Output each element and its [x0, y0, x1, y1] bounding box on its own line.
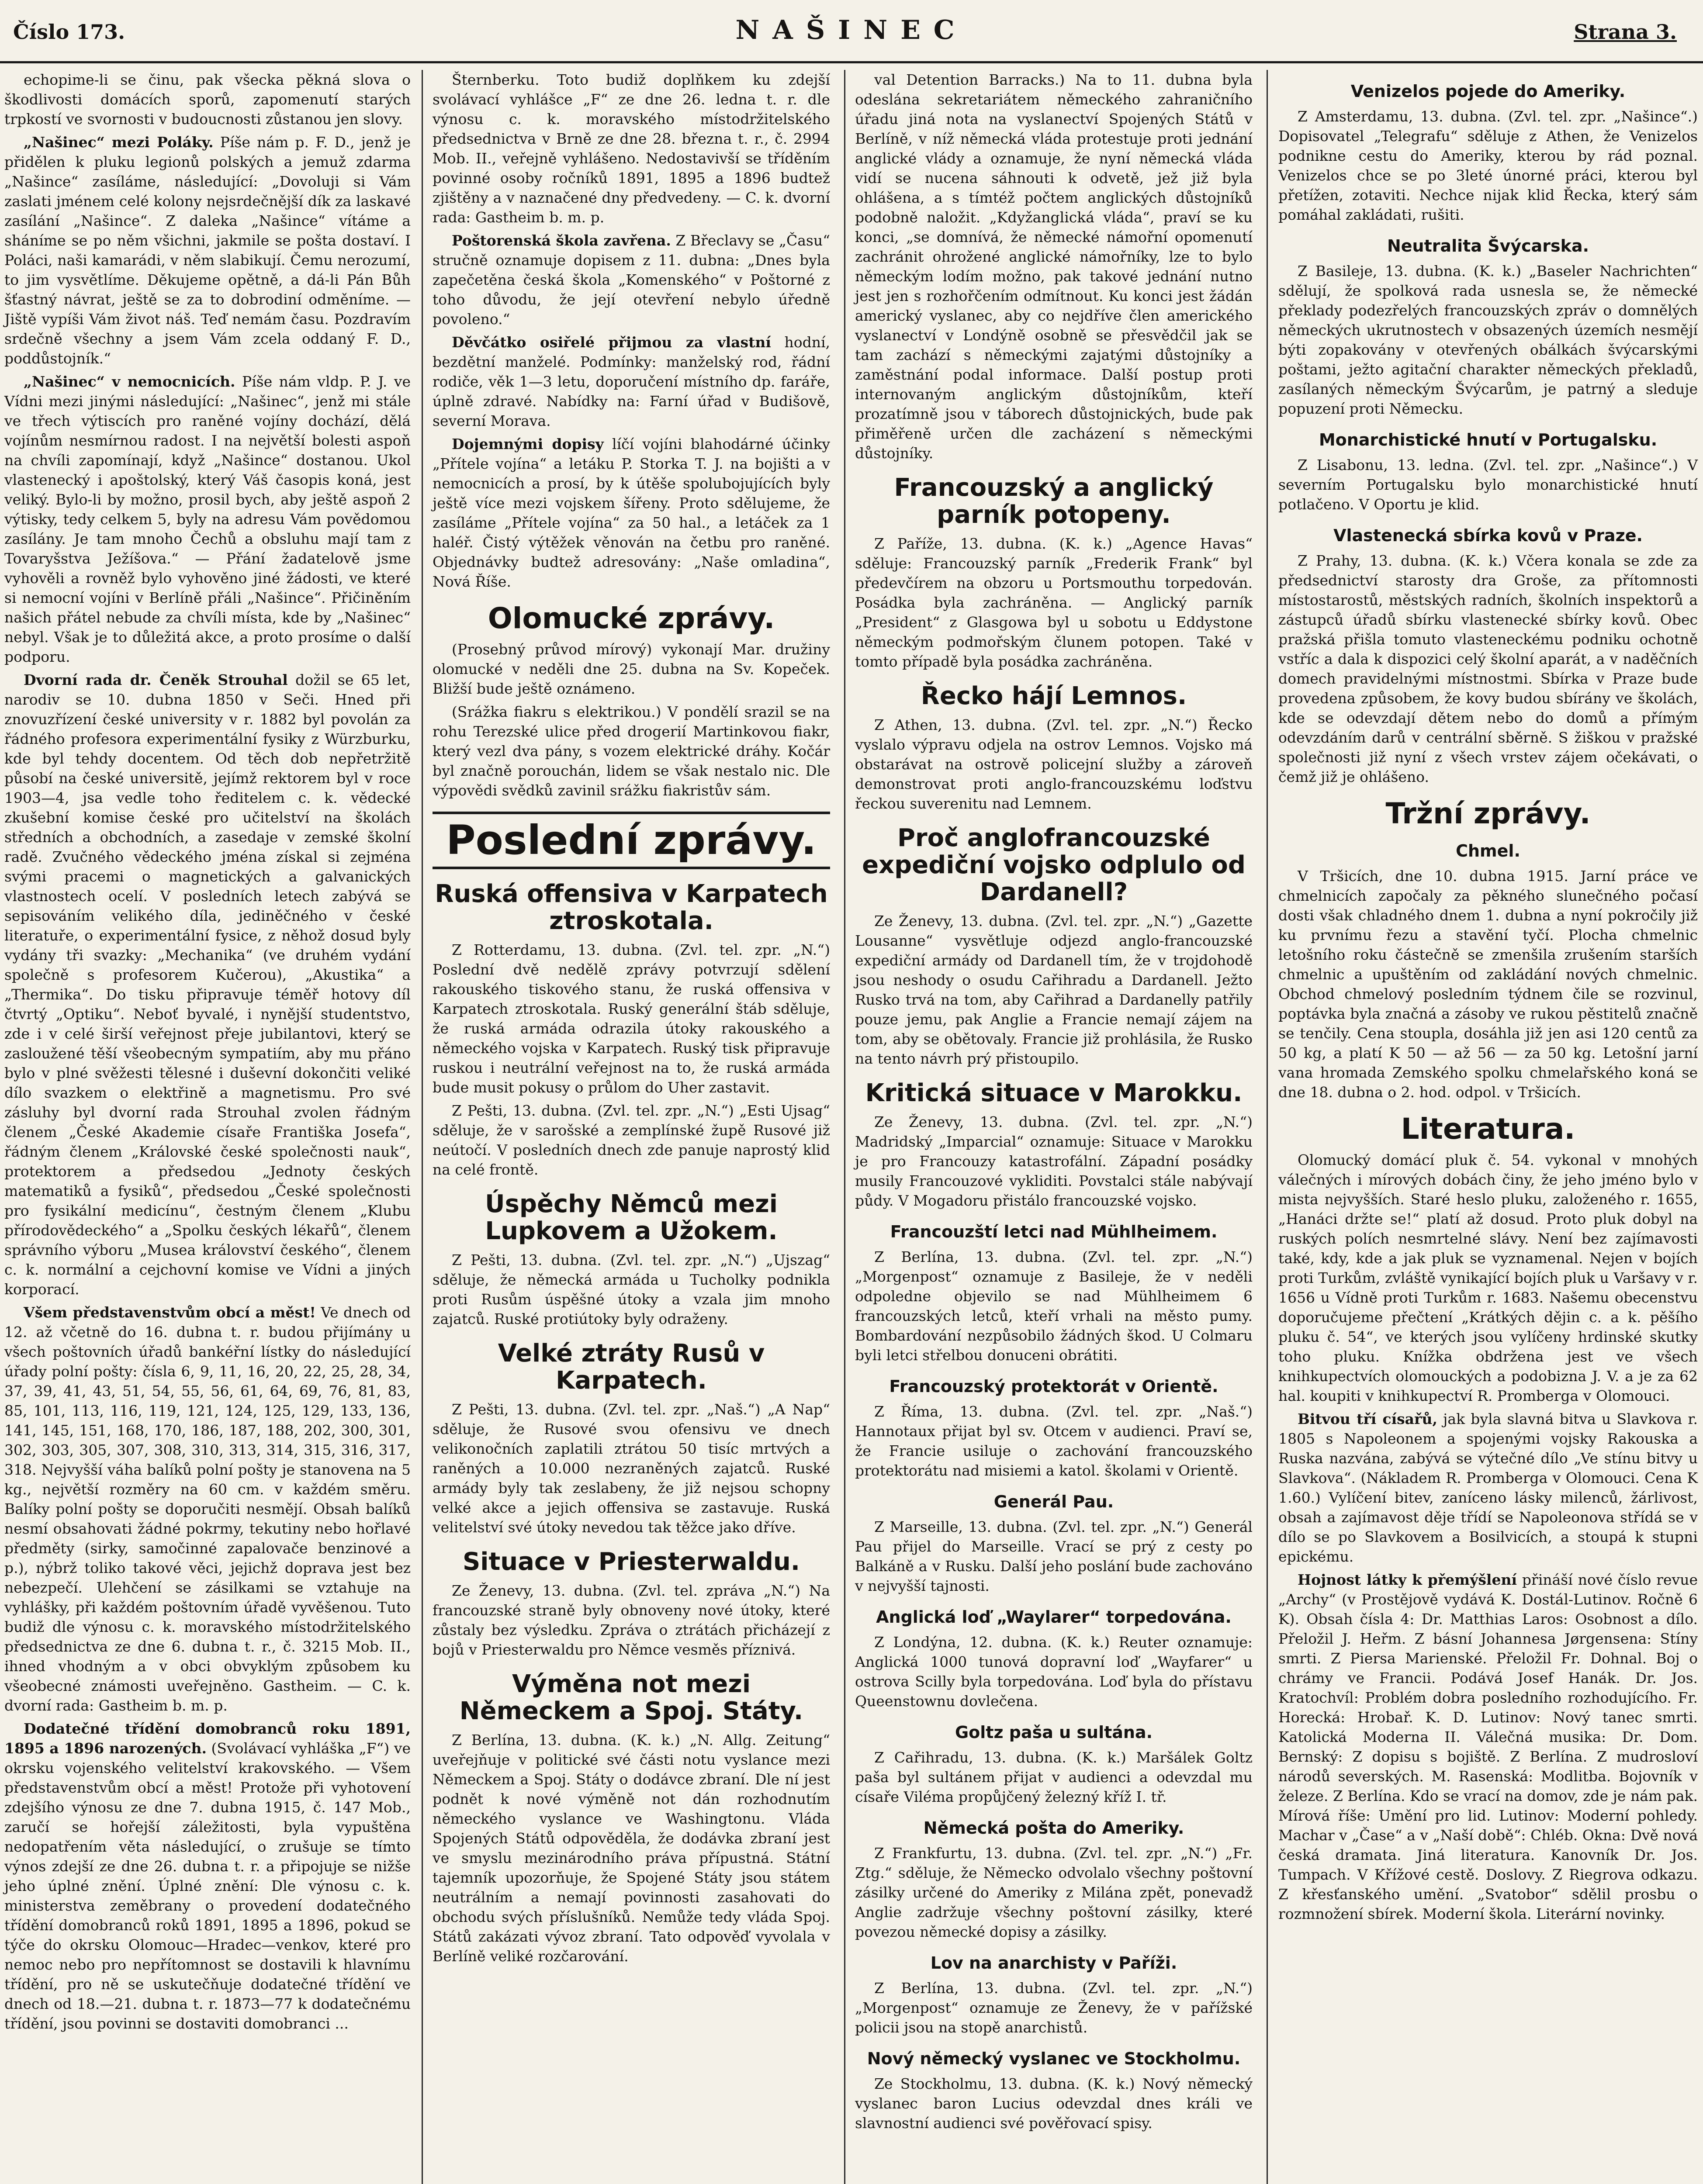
- paragraph-text: Z Cařihradu, 13. dubna. (K. k.) Maršálek Goltz paša byl sultánem přijat v audienci a odevzdal mu císaře Viléma propůjčený železný kříž I. tř.: [855, 1749, 1253, 1805]
- paragraph-text: Ve dnech od 12. až včetně do 16. dubna t. r. budou přijímány u všech poštovních úřadů bankéřní lístky do následující úřady polní pošty: čísla 6, 9, 11, 16, 20, 22, 25, 28, 34, 37, 39, 41, 43, 51, 54, 55, 56, 61, 64, 69, 76, 81, 83, 85, 101, 113, 116, 119, 121, 124, 125, 129, 133, 136, 141, 145, 151, 168, 170, 186, 187, 188, 202, 300, 301, 302, 303, 305, 307, 308, 310, 313, 314, 315, 316, 317, 318. Nejvyšší váha balíků polní pošty je stanovena na 5 kg., největší rozměry na 60 cm. v každém směru. Balíky polní pošty se doporučiti nesmějí. Obsah balíků nesmí obsahovati žádné pokrmy, tekutiny nebo hořlavé předměty (sirky, samočinné zapalovače benzinové a p.), nýbrž toliko takové věci, jejichž doprava jest bez nebezpečí. Ulehčení se zásilkami se vztahuje na vyhlášky, při každém poštovním úřadě vyvěšenou. Tuto budiž dle výnosu c. k. moravského místodržitelského předsednictva ze dne 6. dubna t. r., č. 3215 Mob. II., ihned vhodným a v obci obvyklým způsobem ku všeobecné známosti uveřejněno. Gastheim. — C. k. dvorní rada: Gastheim b. m. p.: [4, 1304, 411, 1714]
- article-paragraph: [855, 534, 1253, 671]
- section-heading: Proč anglofrancouzské expediční vojsko odplulo od Dardanell?: [862, 824, 1246, 906]
- paragraph-text: Z Říma, 13. dubna. (Zvl. tel. zpr. „Naš.“) Hannotaux přijat byl sv. Otcem v audienci. Praví se, že Francie usiluje o zachování francouzského protektorátu nad misiemi a katol. školami v Orientě.: [855, 1403, 1253, 1479]
- article-paragraph: [1278, 261, 1698, 418]
- paragraph-text: Z Pešti, 13. dubna. (Zvl. tel. zpr. „N.“) „Ujszag“ sděluje, že německá armáda u Tucholky podnikla proti Rusům úspěšné útoky a vzala jim mnoho zajatců. Ruské protiútoky byly odraženy.: [433, 1251, 830, 1327]
- paragraph-text: dožil se 65 let, narodiv se 10. dubna 1850 v Seči. Hned při znovuzřízení české university v r. 1882 byl povolán za řádného profesora experimentální fysiky z Würzburku, kde byl tehdy docentem. Od těch dob nepřetržitě působí na české universitě, jejímž rektorem byl v roce 1903—4, jsa vedle toho ředitelem c. k. vědecké zkušební komise české pro učitelství na školách středních a obchodních, a zasedaje v zemské školní radě. Zvučného vědeckého jména získal si zejména svými pracemi o magnetických a galvanických vlastnostech ocelí. V posledních letech zabývá se sepisováním velikého díla, jediněčného v české literatuře, o experimentální fysice, z něhož dosud byly vydány tři svazky: „Mechanika“ (ve druhém vydání společně s profesorem Kučerou), „Akustika“ a „Thermika“. Do tisku připravuje téměř hotovy díl čtvrtý „Optiku“. Neboť byvalé, i nynější studentstvo, zde i v celé širší veřejnost přeje jubilantovi, který se zasloužené těší všeobecným sympatiím, aby mu přáno bylo v plné svěžesti tělesné i duševní dokončiti veliké dílo svazkem o elektřině a magnetismu. Pro své zásluhy byl dvorní rada Strouhal zvolen řádným členem „České Akademie císaře Františka Josefa“, řádným členem „Královské české společnosti nauk“, protektorem a předsedou „Jednoty českých matematiků a fysiků“, předsedou „České společnosti pro fysikální medicínu“, čestným členem „Klubu přírodovědeckého“ a „Spolku českých lékařů“, členem správního výboru „Musea království českého“, členem c. k. normální a cejchovní komise ve Vídni a jiných korporací.: [4, 671, 411, 1298]
- column-1: [0, 70, 419, 2184]
- paragraph-text: Z Břeclavy se „Času“ stručně oznamuje dopisem z 11. dubna: „Dnes byla zapečetěna česká škola „Komenského“ v Poštorné z toho důvodu, že její otevření nebylo úředně povoleno.“: [433, 232, 830, 328]
- paragraph-text: líčí vojíni blahodárné účinky „Přítele vojína“ a letáku P. Storka T. J. na bojišti a v nemocnicích a prosí, by k útěše spolubojujících byly ještě více mezi vojskem šířeny. Proto sdělujeme, že zasíláme „Přítele vojína“ za 50 hal., a letáček za 1 haléř. Čistý výtěžek věnován na četbu pro raněné. Objednávky budtež adresovány: „Naše omladina“, Nová Říše.: [433, 435, 830, 590]
- paragraph-text: Ze Ženevy, 13. dubna. (Zvl. tel. zpr. „N.“) „Gazette Lousanne“ vysvětluje odjezd anglo-francouzské expediční armády od Dardanell tím, že v trojdohodě jsou neshody o osudu Cařihradu a Dardanell. Ježto Rusko trvá na tom, aby Cařihrad a Dardanelly patřily pouze jemu, pak Anglie a Francie nemají zájem na tom, aby se obětovaly. Francie již prohlásila, že Rusko na tento návrh prý přistoupilo.: [855, 912, 1253, 1067]
- article-paragraph: [4, 372, 411, 667]
- section-heading: Monarchistické hnutí v Portugalsku.: [1319, 430, 1658, 449]
- paragraph-text: hodní, bezdětní manželé. Podmínky: manželský rod, řádní rodiče, věk 1—3 letu, doporučení místního dp. faráře, úplně zdravé. Nabídky na: Farní úřad v Budišově, severní Morava.: [433, 334, 830, 429]
- paragraph-text: Z Pešti, 13. dubna. (Zvl. tel. zpr. „N.“) „Esti Ujsag“ sděluje, že v sarošské a zemplínské župě Rusové již neútočí. V posledních dnech zde panuje naprostý klid na celé frontě.: [433, 1102, 830, 1178]
- paragraph-text: Ze Stockholmu, 13. dubna. (K. k.) Nový německý vyslanec baron Lucius odevzdal dnes králi ve slavnostní audienci své pověřovací spisy.: [855, 2075, 1253, 2132]
- article-paragraph: [855, 1112, 1253, 1210]
- paragraph-text: Z Berlína, 13. dubna. (K. k.) „N. Allg. Zeitung“ uveřejňuje v politické své části notu vyslance mezi Německem a Spoj. Státy o dodávce zbraní. Dle ní jest podnět k nové výměně not dán rozhodnutím německého vyslance ve Washingtonu. Vláda Spojených Států odpověděla, že dodávka zbraní jest ve smyslu mezinárodního práva přípustná. Státní tajemník upozorňuje, že Spojené Státy jsou státem neutrálním a nemají povinnosti zasahovati do obchodu svých příslušníků. Nemůže tedy vláda Spoj. Států zakázati vývoz zbraní. Tato odpověď vyvolala v Berlíně veliké rozčarování.: [433, 1731, 830, 1965]
- paragraph-text: Z Berlína, 13. dubna. (Zvl. tel. zpr. „N.“) „Morgenpost“ oznamuje z Basileje, že v neděli odpoledne objevilo se nad Mühlheimem 6 francouzských letců, kteří vrhali na město pumy. Bombardování nezpůsobilo žádných škod. U Colmaru byli letci střelbou donuceni obrátiti.: [855, 1248, 1253, 1364]
- article-paragraph: [855, 1748, 1253, 1807]
- section-heading: Anglická loď „Waylarer“ torpedována.: [876, 1607, 1232, 1627]
- paragraph-lead: Děvčátko osiřelé přijmou za vlastní: [452, 334, 771, 351]
- article-paragraph: [433, 639, 830, 698]
- paragraph-text: Z Pešti, 13. dubna. (Zvl. tel. zpr. „Naš.“) „A Nap“ sděluje, že Rusové svou ofensivu ve dnech velikonočních zaplatili ztrátou 50 tisíc mrtvých a raněných a 10.000 nezraněných zajatců. Ruské armády byly tak zeslabeny, že již nejsou schopny velké akce a jejich offensiva se zastavuje. Ruská velitelství své útoky nevedou tak těžce jako dříve.: [433, 1401, 830, 1536]
- paragraph-lead: Poštorenská škola zavřena.: [452, 232, 671, 249]
- article-paragraph: [433, 1581, 830, 1659]
- issue-number: Číslo 173.: [13, 20, 125, 44]
- page-number: Strana 3.: [1574, 20, 1677, 44]
- section-heading: Literatura.: [1401, 1112, 1575, 1146]
- article-paragraph: [1278, 1570, 1698, 1924]
- section-heading: Lov na anarchisty v Paříži.: [930, 1953, 1177, 1973]
- paragraph-text: přináší nové číslo revue „Archy“ (v Prostějově vydává K. Dostál-Lutinov. Ročně 6 K). Obsah čísla 4: Dr. Matthias Laros: Osobnost a dílo. Přeložil J. Heřm. Z básní Johannesa Jørgensena: Stíny smrti. Z Piersa Marienské. Přeložil Fr. Dohnal. Boj o chrámy ve Francii. Podává Josef Hanák. Dr. Jos. Kratochvíl: Problém dobra posledního rozhodujícího. Fr. Horecká: Hrobař. K. D. Lutinov: Nový tanec smrti. Katolická Moderna II. Válečná musika: Dr. Dom. Bernský: Z dopisu s bojiště. Z Berlína. Z mudrosloví národů severských. M. Rasenská: Modlitba. Bojovník v železe. Z Berlína. Kdo se vrací na domov, zde je nám pak. Mírová říše: Umění pro lid. Lutinov: Moderní pohledy. Machar v „Čase“ a v „Naší době“: Chléb. Okna: Dvě nová česká dramata. Jiná literatura. Kanovník Dr. Jos. Tumpach. V Křížové cestě. Doslovy. Z Riegrova odkazu. Z křesťanského umění. „Svatobor“ sdělil prosbu o rozmnožení sbírek. Moderní škola. Literární novinky.: [1278, 1571, 1698, 1922]
- paragraph-lead: Dojemnými dopisy: [452, 435, 604, 453]
- section-heading: Generál Pau.: [993, 1492, 1114, 1511]
- paragraph-text: Z Berlína, 13. dubna. (Zvl. tel. zpr. „N.“) „Morgenpost“ oznamuje ze Ženevy, že v pařížské policii jsou na stopě anarchistů.: [855, 1980, 1253, 2036]
- article-paragraph: [433, 1101, 830, 1179]
- article-paragraph: [855, 1978, 1253, 2037]
- section-heading: Úspěchy Němců mezi Lupkovem a Užokem.: [485, 1190, 778, 1245]
- article-paragraph: [433, 1250, 830, 1329]
- section-heading: Poslední zprávy.: [433, 812, 830, 869]
- article-paragraph: [4, 132, 411, 368]
- paragraph-text: Ze Ženevy, 13. dubna. (Zvl. tel. zpr. „N.“) Madridský „Imparcial“ oznamuje: Situace v Marokku je pro Francouzy katastrofální. Západní posádky musily Francouzové vykliditi. Povstalci stále nabývají půdy. V Mogadoru přistálo francouzské vojsko.: [855, 1113, 1253, 1209]
- column-2: [422, 70, 840, 2184]
- article-paragraph: [855, 1247, 1253, 1365]
- article-paragraph: [855, 1632, 1253, 1711]
- paragraph-lead: Dvorní rada dr. Čeněk Strouhal: [24, 671, 288, 688]
- paragraph-text: Z Marseille, 13. dubna. (Zvl. tel. zpr. „N.“) Generál Pau přijel do Marseille. Vrací se prý z cesty po Balkáně a v Rusku. Další jeho poslání bude zachováno v nejvyšší tajnosti.: [855, 1518, 1253, 1594]
- article-paragraph: [4, 1719, 411, 2033]
- article-paragraph: [4, 1303, 411, 1715]
- article-paragraph: [1278, 1150, 1698, 1406]
- section-heading: Velké ztráty Rusů v Karpatech.: [498, 1339, 765, 1395]
- paragraph-text: Z Frankfurtu, 13. dubna. (Zvl. tel. zpr. „N.“) „Fr. Ztg.“ sděluje, že Německo odvolalo všechny poštovní zásilky určené do Ameriky z Milána zpět, ponevadž Anglie zadržuje všechny poštovní zásilky, které povezou německé dopisy a zásilky.: [855, 1845, 1253, 1940]
- article-paragraph: [855, 1843, 1253, 1942]
- article-paragraph: [1278, 455, 1698, 514]
- paragraph-text: Šternberku. Toto budiž doplňkem ku zdejší svolávací vyhlášce „F“ ze dne 26. ledna t. r. dle výnosu c. k. moravského místodržitelského předsednictva v Brně ze dne 28. března t. r., č. 2994 Mob. II., veřejně vyhlášeno. Nedostavivší se tříděním povinné osoby ročníků 1891, 1895 a 1896 budtež zjištěny a v naznačené dny předvedeny. — C. k. dvorní rada: Gastheim b. m. p.: [433, 71, 830, 226]
- paragraph-text: Z Rotterdamu, 13. dubna. (Zvl. tel. zpr. „N.“) Poslední dvě nedělě zprávy potvrzují sdělení rakouského tiskového stanu, že ruská offensiva v Karpatech ztroskotala. Ruský generální štáb sděluje, že ruská armáda odrazila útoky rakouského a německého vojska v Karpatech. Ruský tisk připravuje ruskou i neutrální veřejnost na to, že ruská armáda bude musit pokusy o průlom do Uher zastavit.: [433, 941, 830, 1096]
- section-heading: Olomucké zprávy.: [488, 601, 775, 635]
- section-heading: Řecko hájí Lemnos.: [921, 682, 1187, 710]
- section-heading: Neutralita Švýcarska.: [1387, 236, 1589, 256]
- article-paragraph: [433, 940, 830, 1097]
- section-heading: Nový německý vyslanec ve Stockholmu.: [867, 2049, 1241, 2068]
- paragraph-text: Z Lisabonu, 13. ledna. (Zvl. tel. zpr. „Našince“.) V severním Portugalsku bylo monarchistické hnutí potlačeno. V Oportu je klid.: [1278, 456, 1698, 513]
- paragraph-text: Z Athen, 13. dubna. (Zvl. tel. zpr. „N.“) Řecko vyslalo výpravu odjela na ostrov Lemnos. Vojsko má obstarávat na ostrově policejní služby a zároveň demonstrovat proti anglo-francouzskému loďstvu řeckou suverenitu nad Lemnem.: [855, 716, 1253, 812]
- article-paragraph: [855, 1517, 1253, 1596]
- section-heading: Německá pošta do Ameriky.: [923, 1818, 1184, 1838]
- section-heading: Venizelos pojede do Ameriky.: [1350, 82, 1626, 101]
- paragraph-text: (Svolávací vyhláška „F“) ve okrsku vojenského velitelství krakovského. — Všem představenstvům obcí a měst! Protože při vyhotovení zdejšího výnosu ze dne 7. dubna 1915, č. 147 Mob., zaručí se hořejší záležitosti, byla vypuštěna nedopatřením věta následující, o zrušuje se tímto výnos zdejší ze dne 26. dubna t. r. a připojuje se nižše jeho úplné znění. Úplné znění: Dle výnosu c. k. ministerstva zeměbrany o provedení dodatečného třídění domobranců roků 1891, 1895 a 1896, pokud se týče do okrsku Olomouc—Hradec—venkov, které pro nemoc nebo pro nepřítomnost se dostavili k hlavnímu třídění, pro ně se uskutečňuje dodatečné třídění ve dnech od 18.—21. dubna t. r. 1873—77 k dodatečnému třídění, jsou povinni se dostaviti domobranci ...: [4, 1740, 411, 2032]
- paragraph-lead: Všem představenstvům obcí a měst!: [24, 1304, 316, 1321]
- paragraph-lead: Hojnost látky k přemýšlení: [1298, 1571, 1517, 1588]
- article-paragraph: [433, 1730, 830, 1966]
- paragraph-lead: Dodatečné třídění domobranců roku 1891, 1895 a 1896 narozených.: [4, 1720, 411, 1757]
- section-heading: Tržní zprávy.: [1385, 797, 1591, 830]
- paragraph-lead: „Našinec“ mezi Poláky.: [24, 134, 214, 151]
- paragraph-text: Z Basileje, 13. dubna. (K. k.) „Baseler Nachrichten“ sdělují, že spolková rada usnesla se, že německé překlady podezřelých francouzských zpráv o domnělých německých ukrutnostech v obsazených územích nesmějí býti zopakovány v otevřených obálkách švýcarskými poštami, ježto agitační charakter německých překladů, zasílaných německým Švýcarům, je patrný a sleduje popuzení proti Německu.: [1278, 263, 1698, 417]
- paragraph-text: Píše nám p. F. D., jenž je přidělen k pluku legionů polských a jemuž zdarma „Našince“ zasíláme, následující: „Dovoluji si Vám zaslati jménem celé kolony nejsrdečnější dík za laskavé zasílání „Našince“. Z daleka „Našince“ vítáme a sháníme se po něm všichni, jakmile se pošta dostaví. I Poláci, naši kamarádi, v něm slabikují. Čemu nerozumí, to jim vysvětlíme. Děkujeme opětně, a dá-li Pán Bůh šťastný návrat, ještě se za to dobrodiní odměníme. — Jiště vypíši Vám život náš. Teď nemám času. Pozdravím srdečně všechny a jsem Vám zcela oddaný F. D., poddůstojník.“: [4, 134, 411, 367]
- masthead: [0, 0, 1703, 63]
- article-paragraph: [433, 702, 830, 800]
- article-paragraph: [433, 70, 830, 227]
- article-paragraph: [433, 1400, 830, 1537]
- paragraph-lead: Bitvou tří císařů,: [1298, 1410, 1437, 1427]
- article-paragraph: [4, 70, 411, 129]
- section-heading: Francouzský a anglický parník potopeny.: [894, 473, 1214, 529]
- paragraph-text: Z Amsterdamu, 13. dubna. (Zvl. tel. zpr. „Našince“.) Dopisovatel „Telegrafu“ sděluje z Athen, že Venizelos podnikne cestu do Ameriky, kterou by rád poznal. Venizelos chce se po 3leté únorné práci, kterou byl přetížen, zotaviti. Nechce nijak klid Řecka, který sám pomáhal zakládati, rušiti.: [1278, 108, 1698, 223]
- paragraph-text: Olomucký domácí pluk č. 54. vykonal v mnohých válečných i mírových dobách činy, že jeho jméno bylo v mista nejvyšších. Staré heslo pluku, založeného r. 1655, „Hanáci držte se!“ platí až dosud. Proto pluk dobyl na ruských polích nesmrtelné slávy. Není bez zajímavosti také, kdy, kde a jak pluk se vyznamenal. Nejen v bojích proti Turkům, zvláště vynikající bojích pluk u Varšavy v r. 1656 u Vídně proti Turkům r. 1683. Našemu obecenstvu doporučujeme přečtení „Krátkých dějin c. a k. pěšího pluku č. 54“, ve kterých jsou vylíčeny hrdinské skutky toho pluku. Knížka obdržena jest ve všech knihkupectvích olomouckých a podobizna J. V. a je za 62 hal. koupiti v knihkupectví R. Promberga v Olomouci.: [1278, 1151, 1698, 1404]
- paragraph-text: Z Londýna, 12. dubna. (K. k.) Reuter oznamuje: Anglická 1000 tunová dopravní loď „Wayfarer“ u ostrova Scilly byla torpedována. Loď byla do přístavu Queenstownu dovlečena.: [855, 1634, 1253, 1710]
- section-heading: Chmel.: [1456, 841, 1520, 860]
- section-heading: Vlastenecká sbírka kovů v Praze.: [1333, 526, 1643, 545]
- article-paragraph: [855, 911, 1253, 1068]
- article-paragraph: [4, 670, 411, 1299]
- article-paragraph: [855, 1402, 1253, 1480]
- article-paragraph: [1278, 551, 1698, 787]
- section-heading: Situace v Priesterwaldu.: [462, 1548, 800, 1576]
- article-paragraph: [433, 332, 830, 431]
- paragraph-text: V Tršicích, dne 10. dubna 1915. Jarní práce ve chmelnicích započaly za pěkného slunečného počasí dosti však chladného dnem 1. dubna a nyní pokročily již ku prvnímu řezu a stavění tyčí. Plocha chmelnic letošního roku částečně se zmenšila zrušením starších chmelnic a upuštěním od zakládání nových chmelnic. Obchod chmelový posledním týdnem čile se rozvinul, poptávka byla značná a zásoby ve rukou pěstitelů značně se tenčily. Cena stoupla, dosáhla již jen asi 120 centů za 50 kg, a platí K 50 — až 56 — za 50 kg. Letošní jarní vana hromada Zemského spolku chmelařského koná se dne 18. dubna o 2. hod. odpol. v Tršicích.: [1278, 867, 1698, 1101]
- paragraph-text: (Srážka fiakru s elektrikou.) V pondělí srazil se na rohu Terezské ulice před drogerií Martinkovou fiakr, který vezl dva pány, s vozem elektrické dráhy. Kočár byl značně porouchán, lidem se však nestalo nic. Dle výpovědi svědků zavinil srážku fiakristův sám.: [433, 703, 830, 799]
- paragraph-text: Ze Ženevy, 13. dubna. (Zvl. tel. zpráva „N.“) Na francouzské straně byly obnoveny nové útoky, které zůstaly bez výsledku. Zpráva o ztrátách přicházejí z bojů v Priesterwaldu pro Němce vesměs příznivá.: [433, 1582, 830, 1658]
- section-heading: Ruská offensiva v Karpatech ztroskotala.: [435, 880, 828, 935]
- paragraph-text: Píše nám vldp. P. J. ve Vídni mezi jinými následující: „Našinec“, jenž mi stále ve třech výtiscích pro raněné vojíny dochází, dělá vojínům nesmírnou radost. I na největší bolesti aspoň na chvíli zapomínají, když „Našince“ dostanou. Ukol vlastenecký i apoštolský, který Váš časopis koná, jest veliký. Bylo-li by možno, prosil bych, aby ještě aspoň 2 výtisky, tedy celkem 5, byly na adresu Vám povědomou zasílány. Je tam mnoho Čechů a obsluhu mají tam z Tovaryšstva Ježíšova.“ — Přání žadatelově jsme vyhověli a rovněž bylo vyhověno jiné žádosti, ve které si nemocní vojíni v Berlíně přáli „Našince“. Přičiněním našich přátel nebude za chvíli místa, kde by „Našinec“ nebyl. Však je to důležitá akce, a proto prosíme o další podporu.: [4, 373, 411, 665]
- article-paragraph: [855, 2074, 1253, 2133]
- paragraph-text: (Prosebný průvod mírový) vykonají Mar. družiny olomucké v neděli dne 25. dubna na Sv. Kopeček. Bližší bude ještě oznámeno.: [433, 641, 830, 697]
- section-heading: Goltz paša u sultána.: [955, 1723, 1153, 1742]
- article-paragraph: [433, 434, 830, 591]
- section-heading: Francouzský protektorát v Orientě.: [889, 1377, 1218, 1396]
- paragraph-text: Z Paříže, 13. dubna. (K. k.) „Agence Havas“ sděluje: Francouzský parník „Frederik Frank“ byl předevčírem na obzoru u Portsmouthu torpedován. Posádka byla zachráněna. — Anglický parník „President“ z Glasgowa byl u sobotu u Eddystone německým podmořským člunem potopen. Také v tomto případě byla posádka zachráněna.: [855, 535, 1253, 670]
- article-paragraph: [1278, 107, 1698, 225]
- section-heading: Francouzští letci nad Mühlheimem.: [890, 1222, 1218, 1241]
- paragraph-text: Z Prahy, 13. dubna. (K. k.) Včera konala se zde za předsednictví starosty dra Groše, za přítomnosti místostarostů, městských radních, školních inspektorů a zástupců úřadů sbírku vlastenecké sbírky kovů. Obec pražská přišla tomuto vlasteneckému podniku ochotně vstříc a dala k dispozici celý školní aparát, a v naděčních domech pravidelnými místnostmi. Sbírka v Praze bude provedena způsobem, že kovy budou sbírány ve školách, kde se odevzdají dětem nebo do domů a přímým odevzdáním darů v centrální sběrně. S žiškou v pražské společnosti již nyní z všech vrstev zájem očekávati, o čemž již je ohlášeno.: [1278, 552, 1698, 785]
- paragraph-text: val Detention Barracks.) Na to 11. dubna byla odeslána sekretariátem německého zahraničního úřadu jiná nota na vyslanectví Spojených Států v Berlíně, v níž německá vláda protestuje proti jednání anglické vlády a oznamuje, že nyní německá vláda vidí se nucena sáhnouti k odvetě, jež již byla ohlášena, a s tímtéž počtem anglických důstojníků podobně naložit. „Kdyžanglická vláda“, praví se ku konci, „se domnívá, že německé námořní opomenutí zachránit ohrožené anglické námořníky, lze to bylo německým lodím možno, pak takové jednání nutno jest jen s rozhořčením odmítnout. Ku konci jest žádán americký vyslanec, aby co nejdříve člen amerického vyslanectví v Londýně osobně se přesvědčil jak se tam zachází s německými zajatými důstojníky a zaměstnání podal informace. Další postup proti internovaným anglickým důstojníkům, kteří prozatímně jsou v táborech důstojnických, bude pak přiměřeně určen dle zacházení s německými důstojníky.: [855, 71, 1253, 462]
- article-paragraph: [1278, 1409, 1698, 1566]
- article-paragraph: [855, 70, 1253, 463]
- paragraph-lead: „Našinec“ v nemocnicích.: [24, 373, 235, 390]
- paragraph-text: echopime-li se činu, pak všecka pěkná slova o škodlivosti domácích sporů, zapomenutí starých trpkostí ve svornosti v budoucnosti zůstanou jen slovy.: [4, 71, 411, 128]
- article-paragraph: [433, 231, 830, 329]
- column-4: [1267, 70, 1703, 2184]
- article-paragraph: [855, 715, 1253, 813]
- section-heading: Výměna not mezi Německem a Spoj. Státy.: [459, 1670, 803, 1725]
- article-paragraph: [1278, 866, 1698, 1102]
- newspaper-title: NAŠINEC: [735, 15, 968, 45]
- column-3: [844, 70, 1262, 2184]
- section-heading: Kritická situace v Marokku.: [865, 1079, 1243, 1107]
- paragraph-text: jak byla slavná bitva u Slavkova r. 1805 s Napoleonem a spojenými vojsky Rakouska a Ruska nazvána, zabývá se výtečné dílo „Ve stínu bitvy u Slavkova“. (Nákladem R. Promberga v Olomouci. Cena K 1.60.) Vylíčení bitev, zaníceno lásky milenců, žárlivost, obsah a zajímavost děje třídí se Napoleonova střídá se v dílo se po Slavkovem a Bosilvicích, a stoupá k stupni epickému.: [1278, 1410, 1698, 1565]
